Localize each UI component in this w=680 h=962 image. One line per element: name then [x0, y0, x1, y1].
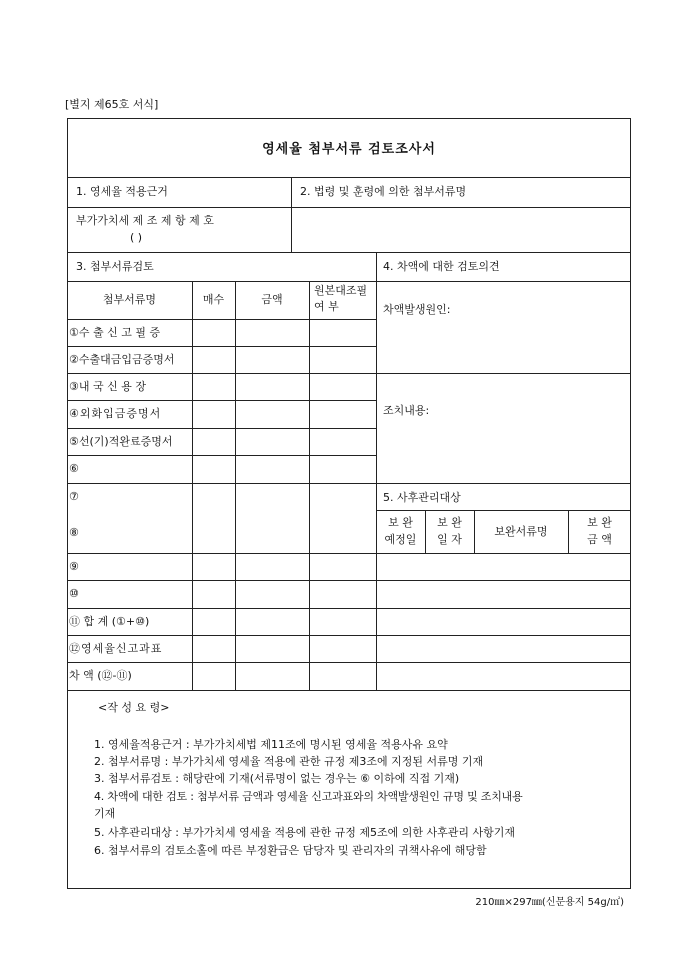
divider: [309, 281, 310, 690]
row-label: ⑩: [69, 587, 79, 600]
row-label: ③내 국 신 용 장: [69, 380, 146, 393]
col-supp-doc-name: 보완서류명: [494, 525, 548, 538]
divider: [67, 635, 631, 636]
paper-spec: 210㎜×297㎜(신문용지 54g/㎡): [475, 897, 624, 908]
col-original-check: 원본대조필: [314, 284, 368, 297]
col-doc-name: 첨부서류명: [102, 293, 157, 306]
instruction-item: 기재: [94, 807, 116, 820]
divider: [376, 510, 631, 511]
col-count: 매수: [202, 293, 225, 306]
divider: [67, 690, 631, 691]
row-label: ⑫영세율신고과표: [69, 642, 163, 655]
instruction-item: 6. 첨부서류의 검토소홀에 따른 부정환급은 담당자 및 관리자의 귀책사유에 해당함: [94, 844, 487, 857]
row-label: 차 액 (⑫-⑪): [69, 669, 132, 682]
divider: [67, 346, 376, 347]
col-supp-plan-date-2: 예정일: [384, 533, 417, 546]
col-amount: 금액: [261, 293, 283, 306]
col-original-check-2: 여 부: [314, 300, 339, 313]
divider: [67, 608, 631, 609]
divider: [192, 281, 193, 690]
form-title: 영세율 첨부서류 검토조사서: [262, 142, 436, 157]
col-supp-date: 보 완: [437, 516, 462, 529]
col-supp-plan-date: 보 완: [388, 516, 413, 529]
col-supp-amount: 보 완: [587, 516, 612, 529]
divider: [67, 177, 631, 178]
instructions-heading: <작 성 요 령>: [98, 701, 170, 714]
form-number-label: [별지 제65호 서식]: [65, 98, 159, 111]
divider: [67, 319, 376, 320]
diff-cause-label: 차액발생원인:: [383, 303, 451, 316]
instruction-item: 3. 첨부서류검토 : 해당란에 기재(서류명이 없는 경우는 ⑥ 이하에 직접 기재): [94, 772, 460, 785]
divider: [291, 177, 292, 252]
divider: [67, 483, 631, 484]
legal-basis-paren: ( ): [130, 231, 143, 244]
row-label: ①수 출 신 고 필 증: [69, 326, 161, 339]
row-label: ⑥: [69, 462, 79, 475]
divider: [67, 580, 631, 581]
col-supp-date-2: 일 자: [437, 533, 462, 546]
row-label: ⑪ 합 계 (①+⑩): [69, 615, 150, 628]
row-label: ⑤선(기)적완료증명서: [69, 435, 173, 448]
divider: [67, 207, 631, 208]
divider: [67, 428, 376, 429]
divider: [235, 281, 236, 690]
divider: [67, 281, 631, 282]
divider: [67, 455, 376, 456]
divider: [67, 553, 631, 554]
instruction-item: 5. 사후관리대상 : 부가가치세 영세율 적용에 관한 규정 제5조에 의한 사후관리 사항기재: [94, 826, 515, 839]
col-supp-amount-2: 금 액: [587, 533, 612, 546]
action-label: 조치내용:: [383, 404, 430, 417]
section1-header: 1. 영세율 적용근거: [76, 185, 168, 198]
row-label: ⑧: [69, 526, 79, 539]
instruction-item: 1. 영세율적용근거 : 부가가치세법 제11조에 명시된 영세율 적용사유 요약: [94, 738, 448, 751]
instruction-item: 4. 차액에 대한 검토 : 첨부서류 금액과 영세율 신고과표와의 차액발생원인 규명 및 조치내용: [94, 790, 523, 803]
instruction-item: 2. 첨부서류명 : 부가가치세 영세율 적용에 관한 규정 제3조에 지정된 서류명 기재: [94, 755, 484, 768]
divider: [67, 252, 631, 253]
legal-basis-line: 부가가치세 제 조 제 항 제 호: [76, 214, 214, 227]
divider: [67, 373, 631, 374]
divider: [67, 400, 376, 401]
section3-header: 3. 첨부서류검토: [76, 260, 154, 273]
row-label: ⑦: [69, 490, 79, 503]
divider: [67, 662, 631, 663]
section2-header: 2. 법령 및 훈령에 의한 첨부서류명: [300, 185, 467, 198]
row-label: ④외화입금증명서: [69, 407, 162, 420]
section5-header: 5. 사후관리대상: [383, 491, 461, 504]
row-label: ⑨: [69, 560, 79, 573]
section4-header: 4. 차액에 대한 검토의견: [383, 260, 500, 273]
row-label: ②수출대금입금증명서: [69, 353, 175, 366]
divider: [376, 252, 377, 690]
